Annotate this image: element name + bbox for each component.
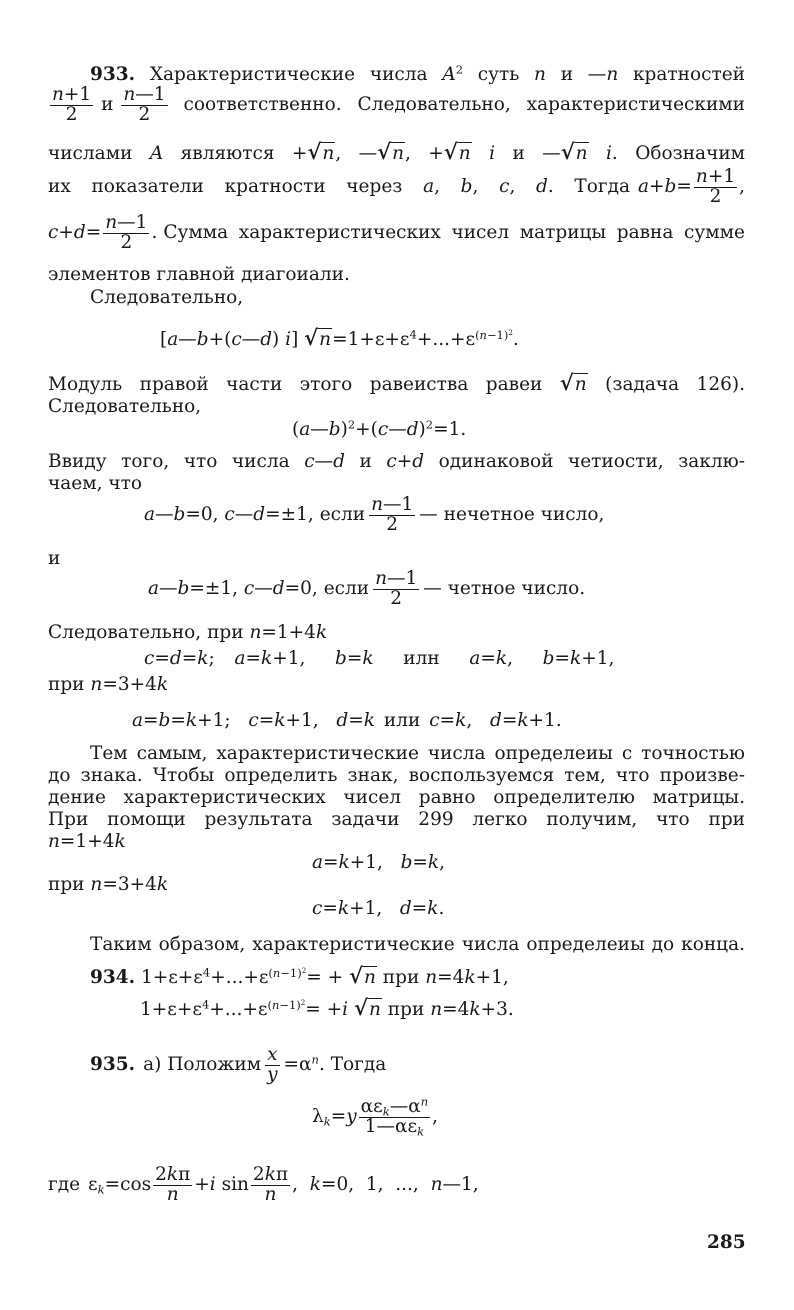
line-933-8: Модуль правой части этого равеиства равеи √n (задача 126).: [48, 371, 745, 396]
line-933-2: $\frac{n+1}{2}$ и $\frac{n—1}{2}$ соответственно. Следовательно, характеристическими: [52, 84, 745, 125]
line-933-12: и: [48, 548, 61, 569]
line-934-1: 934. $1+\varepsilon+\varepsilon^4+...+\varepsilon^{(n-1)^2}= + √n$ при n=4k+1,: [90, 964, 509, 989]
line-933-16: до знака. Чтобы определить знак, воспользуемся тем, что произве-: [48, 765, 745, 786]
line-933-7: Следовательно,: [90, 287, 244, 308]
line-935-2: где $\varepsilon_k=\cos$ $\frac{2k\pi}{n}$ +i sin $\frac{2k\pi}{n}$ , k=0, 1, ..., n—1,: [48, 1164, 479, 1205]
line-933-20: при n=3+4k: [48, 874, 169, 895]
formula-933-7: a=k+1, b=k,: [312, 852, 446, 873]
line-933-4: их показатели кратности через a, b, c, d. Тогда a+b= $\frac{n+1}{2}$ ,: [48, 166, 745, 207]
line-933-9: Следовательно,: [48, 396, 202, 417]
line-933-19: n=1+4k: [48, 831, 126, 852]
page-number: 285: [707, 1232, 746, 1253]
line-933-3: числами A являются +√n, —√n, +√n i и —√n i. Обозначим: [48, 140, 746, 165]
problem-number-933: 933.: [90, 64, 136, 85]
line-933-14: при n=3+4k: [48, 674, 169, 695]
formula-933-6: a=b=k+1; c=k+1, d=k или c=k, d=k+1.: [132, 710, 562, 731]
line-935-1: 935. а) Положим $\frac{x}{y}$ $=\alpha^n$ . Тогда: [90, 1044, 387, 1085]
line-933-17: дение характеристических чисел равно определителю матрицы.: [48, 787, 745, 808]
line-933-1: 933. Характеристические числа $A^2$ суть n и —n кратностей: [90, 62, 745, 85]
line-933-5: c+d= $\frac{n—1}{2}$ . Сумма характеристических чисел матрицы равна сумме: [48, 212, 745, 253]
formula-933-8: c=k+1, d=k.: [312, 898, 445, 919]
line-933-10: Ввиду того, что числа c—d и c+d одинаковой четиости, заклю-: [48, 451, 745, 472]
formula-933-5: c=d=k; a=k+1, b=k илн a=k, b=k+1,: [144, 648, 615, 669]
line-933-21: Таким образом, характеристические числа определеиы до конца.: [90, 934, 745, 955]
problem-number-934: 934.: [90, 967, 136, 988]
formula-933-3: a—b=0, c—d=±1, если $\frac{n—1}{2}$ — нечетное число,: [144, 494, 605, 535]
line-933-15: Тем самым, характеристические числа определеиы с точностью: [90, 743, 745, 764]
line-933-11: чаем, что: [48, 473, 142, 494]
formula-935-1: $\lambda_k=y$ $\frac{\alpha\varepsilon_k—\alpha^n}{1—\alpha\varepsilon_k}$ ,: [312, 1094, 438, 1138]
formula-933-2: (a—b)$^2$+(c—d)$^2$=1.: [292, 417, 467, 440]
line-934-2: $1+\varepsilon+\varepsilon^4+...+\varepsilon^{(n-1)^2}= +i$ √n при n=4k+3.: [140, 996, 514, 1021]
line-933-13: Следовательно, при n=1+4k: [48, 622, 328, 643]
problem-number-935: 935.: [90, 1053, 136, 1075]
line-933-6: элементов главной диагоиали.: [48, 264, 350, 285]
formula-933-4: a—b=±1, c—d=0, если $\frac{n—1}{2}$ — четное число.: [148, 568, 586, 609]
formula-933-1: [a—b+(c—d) i] $√n=1+\varepsilon+\varepsilon^4+...+\varepsilon^{(n-1)^2}$.: [160, 326, 519, 351]
line-933-18: При помощи результата задачи 299 легко получим, что при: [48, 809, 745, 830]
